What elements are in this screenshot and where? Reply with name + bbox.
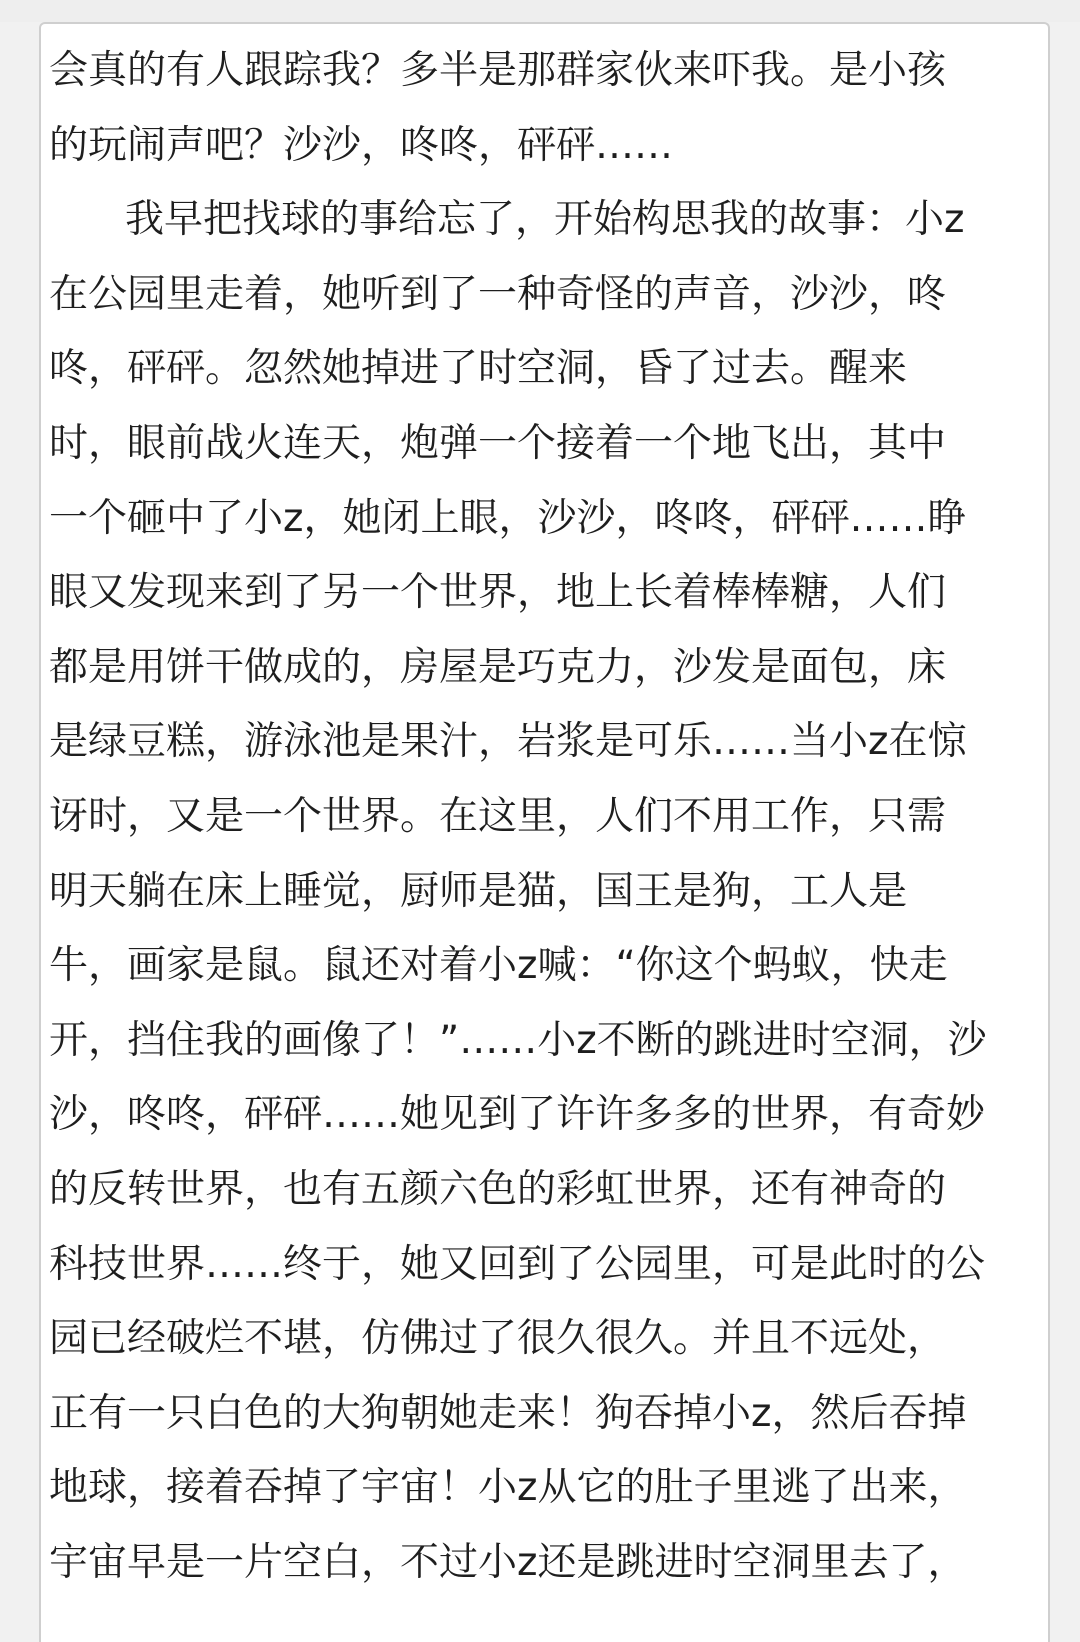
article-line: 眼又发现来到了另一个世界，地上长着棒棒糖，人们: [49, 570, 947, 616]
article-line: 牛，画家是鼠。鼠还对着小z喊：“你这个蚂蚁，快走: [49, 943, 948, 989]
article-line: 的反转世界，也有五颜六色的彩虹世界，还有神奇的: [49, 1166, 947, 1212]
article-line: 时，眼前战火连天，炮弹一个接着一个地飞出，其中: [49, 420, 947, 466]
top-background-strip: [0, 0, 1080, 22]
article-line: 会真的有人跟踪我？多半是那群家伙来吓我。是小孩: [49, 48, 947, 93]
article-line: 咚，砰砰。忽然她掉进了时空洞，昏了过去。醒来: [49, 346, 908, 392]
article-line: 科技世界……终于，她又回到了公园里，可是此时的公: [49, 1241, 986, 1287]
article-line: 讶时，又是一个世界。在这里，人们不用工作，只需: [49, 793, 947, 839]
article-line: 园已经破烂不堪，仿佛过了很久很久。并且不远处，: [49, 1316, 947, 1362]
article-line: 沙，咚咚，砰砰……她见到了许许多多的世界，有奇妙: [49, 1092, 986, 1138]
article-line: 开，挡住我的画像了！”……小z不断的跳进时空洞，沙: [49, 1017, 987, 1063]
article-line: 明天躺在床上睡觉，厨师是猫，国王是狗，工人是: [49, 868, 908, 914]
article-line: 在公园里走着，她听到了一种奇怪的声音，沙沙，咚: [49, 271, 947, 317]
article-line: 都是用饼干做成的，房屋是巧克力，沙发是面包，床: [49, 644, 947, 690]
article-line: 宇宙早是一片空白，不过小z还是跳进时空洞里去了，: [49, 1539, 967, 1585]
article-line: 正有一只白色的大狗朝她走来！狗吞掉小z，然后吞掉: [49, 1390, 967, 1436]
article-line: 的玩闹声吧？沙沙，咚咚，砰砰……: [49, 122, 674, 168]
article-line: 地球，接着吞掉了宇宙！小z从它的肚子里逃了出来，: [49, 1465, 967, 1511]
article-page: [39, 22, 1050, 1642]
article-body: [49, 34, 1050, 1600]
article-line: 一个砸中了小z，她闭上眼，沙沙，咚咚，砰砰……睁: [49, 495, 967, 541]
article-line: 是绿豆糕，游泳池是果汁，岩浆是可乐……当小z在惊: [49, 719, 967, 765]
article-paragraph-start: 我早把找球的事给忘了，开始构思我的故事：小z: [125, 197, 965, 243]
